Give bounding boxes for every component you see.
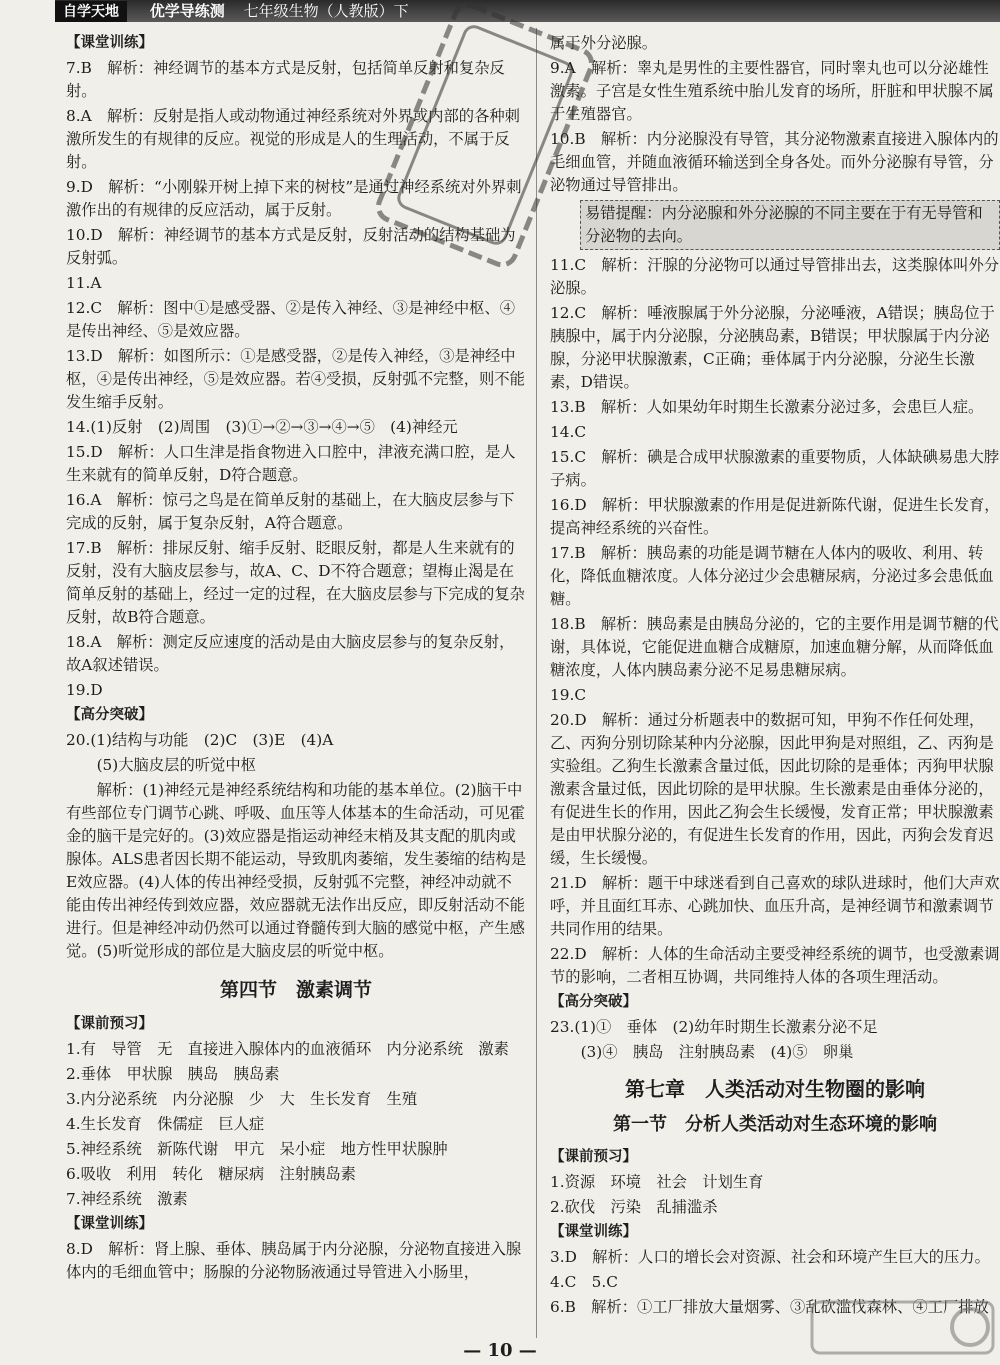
answer-item: 21.D 解析：题干中球迷看到自己喜欢的球队进球时，他们大声欢呼，并且面红耳赤、心跳加快、血压升高，是神经调节和激素调节共同作用的结果。 [550, 874, 1000, 938]
answer-item: 16.A 解析：惊弓之鸟是在简单反射的基础上，在大脑皮层参与下完成的反射，属于复杂反射，A符合题意。 [66, 491, 515, 532]
answer-item: 16.D 解析：甲状腺激素的作用是促进新陈代谢，促进生长发育，提高神经系统的兴奋性。 [550, 496, 1000, 537]
answer-item: 属于外分泌腺。 [550, 34, 658, 52]
answer-item: 11.C 解析：汗腺的分泌物可以通过导管排出去，这类腺体叫外分泌腺。 [550, 256, 1000, 297]
answer-item: 7.B 解析：神经调节的基本方式是反射，包括简单反射和复杂反射。 [66, 59, 505, 100]
page-header [55, 0, 1000, 22]
section-heading: 第四节 激素调节 [219, 979, 372, 1001]
answer-item: 12.C 解析：唾液腺属于外分泌腺，分泌唾液，A错误；胰岛位于胰腺中，属于内分泌腺，分泌胰岛素，B错误；甲状腺属于内分泌腺，分泌甲状腺激素，C正确；垂体属于内分泌腺，分泌生长激素，D错误。 [550, 304, 995, 391]
answer-item: 15.D 解析：人口生津是指食物进入口腔中，津液充满口腔，是人生来就有的简单反射，D符合题意。 [66, 443, 516, 484]
answer-item: 4.C 5.C [550, 1273, 618, 1291]
answer-item: 20.(1)结构与功能 (2)C (3)E (4)A [66, 731, 334, 749]
answer-item: 22.D 解析：人体的生命活动主要受神经系统的调节，也受激素调节的影响，二者相互协调，共同维持人体的各项生理活动。 [550, 945, 1000, 986]
answer-item: 1.资源 环境 社会 计划生育 [550, 1173, 764, 1191]
answer-item: 11.A [66, 274, 102, 292]
section-heading: 第一节 分析人类活动对生态环境的影响 [613, 1114, 937, 1135]
answer-item: 12.C 解析：图中①是感受器、②是传入神经、③是神经中枢、④是传出神经、⑤是效应器。 [66, 299, 516, 340]
answer-item: 1.有 导管 无 直接进入腺体内的血液循环 内分泌系统 激素 [66, 1040, 509, 1058]
section-label: 【课堂训练】 [550, 1224, 637, 1240]
section-label: 【课堂训练】 [66, 35, 153, 51]
answer-item: (3)④ 胰岛 注射胰岛素 (4)⑤ 卵巢 [550, 1043, 854, 1061]
answer-item: 解析：(1)神经元是神经系统结构和功能的基本单位。(2)脑干中有些部位专门调节心跳、呼吸、血压等人体基本的生命活动，可见霍金的脑干是完好的。(3)效应器是指运动神经末梢及其支配的肌肉或腺体。ALS患者因长期不能运动，导致肌肉萎缩，发生萎缩的结构是E效应器。(4)人体的传出神经受损，反射弧不完整，神经冲动就不能由传出神经传到效应器，效应器就无法作出反应，即反射活动不能进行。但是神经冲动仍然可以通过脊髓传到大脑的感觉中枢，产生感觉。(5)听觉形成的部位是大脑皮层的听觉中枢。 [66, 781, 526, 960]
answer-item: 10.B 解析：内分泌腺没有导管，其分泌物激素直接进入腺体内的毛细血管，并随血液循环输送到全身各处。而外分泌腺有导管，分泌物通过导管排出。 [550, 130, 999, 194]
answer-item: 14.C [550, 423, 587, 441]
left-column [66, 32, 526, 1286]
answer-item: 10.D 解析：神经调节的基本方式是反射，反射活动的结构基础为反射弧。 [66, 226, 516, 267]
answer-item: 9.A 解析：睾丸是男性的主要性器官，同时睾丸也可以分泌雄性激素。子宫是女性生殖系统中胎儿发育的场所，肝脏和甲状腺不属于生殖器官。 [550, 59, 994, 123]
answer-item: 8.D 解析：肾上腺、垂体、胰岛属于内分泌腺，分泌物直接进入腺体内的毛细血管中；肠腺的分泌物肠液通过导管进入小肠里， [66, 1240, 522, 1281]
answer-item: 20.D 解析：通过分析题表中的数据可知，甲狗不作任何处理，乙、丙狗分别切除某种内分泌腺，因此甲狗是对照组，乙、丙狗是实验组。乙狗生长激素含量过低，因此切除的是垂体；丙狗甲状腺激素含量过低，因此切除的是甲状腺。生长激素是由垂体分泌的，有促进生长的作用，因此乙狗会生长缓慢，发育正常；甲状腺激素是由甲状腺分泌的，有促进生长发育的作用，因此，丙狗会发育迟缓，生长缓慢。 [550, 711, 994, 867]
answer-item: 7.神经系统 激素 [66, 1190, 188, 1208]
chapter-heading: 第七章 人类活动对生物圈的影响 [625, 1077, 925, 1101]
answer-item: 4.生长发育 侏儒症 巨人症 [66, 1115, 265, 1133]
right-column [550, 32, 1000, 1321]
answer-item: 23.(1)① 垂体 (2)幼年时期生长激素分泌不足 [550, 1018, 878, 1036]
answer-item: 8.A 解析：反射是指人或动物通过神经系统对外界或内部的各种刺激所发生的有规律的反应。视觉的形成是人的生理活动，不属于反射。 [66, 107, 520, 171]
section-label: 【高分突破】 [66, 707, 153, 723]
answer-item: 6.B 解析：①工厂排放大量烟雾、③乱砍滥伐森林、④工厂排放 [550, 1298, 989, 1316]
series-logo: 自学天地 [55, 1, 127, 22]
answer-item: 19.D [66, 681, 103, 699]
answer-item: 9.D 解析：“小刚躲开树上掉下来的树枝”是通过神经系统对外界刺激作出的有规律的反应活动，属于反射。 [66, 178, 522, 219]
answer-item: 3.内分泌系统 内分泌腺 少 大 生长发育 生殖 [66, 1090, 418, 1108]
answer-item: 17.B 解析：排尿反射、缩手反射、眨眼反射，都是人生来就有的反射，没有大脑皮层参与，故A、C、D不符合题意；望梅止渴是在简单反射的基础上，经过一定的过程，在大脑皮层参与下完成的复杂反射，故B符合题意。 [66, 539, 525, 626]
answer-item: 14.(1)反射 (2)周围 (3)①→②→③→④→⑤ (4)神经元 [66, 418, 458, 436]
book-title: 优学导练测 [149, 2, 225, 20]
section-label: 【课前预习】 [66, 1016, 153, 1032]
section-label: 【课堂训练】 [66, 1216, 153, 1232]
section-label: 【课前预习】 [550, 1149, 637, 1165]
answer-item: 13.B 解析：人如果幼年时期生长激素分泌过多，会患巨人症。 [550, 398, 984, 416]
page-number: — 10 — [463, 1340, 537, 1361]
answer-item: 13.D 解析：如图所示：①是感受器，②是传入神经，③是神经中枢，④是传出神经，⑤是效应器。若④受损，反射弧不完整，则不能发生缩手反射。 [66, 347, 525, 411]
answer-item: 2.砍伐 污染 乱捕滥杀 [550, 1198, 718, 1216]
book-subtitle: 七年级生物（人教版）下 [243, 2, 409, 20]
answer-item: 15.C 解析：碘是合成甲状腺激素的重要物质，人体缺碘易患大脖子病。 [550, 448, 1000, 489]
answer-item: 18.B 解析：胰岛素是由胰岛分泌的，它的主要作用是调节糖的代谢，具体说，它能促进血糖合成糖原，加速血糖分解，从而降低血糖浓度，人体内胰岛素分泌不足易患糖尿病。 [550, 615, 999, 679]
answer-item: 3.D 解析：人口的增长会对资源、社会和环境产生巨大的压力。 [550, 1248, 990, 1266]
answer-item: 2.垂体 甲状腺 胰岛 胰岛素 [66, 1065, 280, 1083]
answer-item: 6.吸收 利用 转化 糖尿病 注射胰岛素 [66, 1165, 356, 1183]
answer-item: 5.神经系统 新陈代谢 甲亢 呆小症 地方性甲状腺肿 [66, 1140, 448, 1158]
section-label: 【高分突破】 [550, 994, 637, 1010]
column-divider [536, 28, 537, 1338]
answer-item: 19.C [550, 686, 587, 704]
error-tip-box: 易错提醒：内分泌腺和外分泌腺的不同主要在于有无导管和分泌物的去向。 [580, 200, 1000, 250]
answer-item: (5)大脑皮层的听觉中枢 [66, 756, 256, 774]
answer-item: 17.B 解析：胰岛素的功能是调节糖在人体内的吸收、利用、转化，降低血糖浓度。人体分泌过少会患糖尿病，分泌过多会患低血糖。 [550, 544, 994, 608]
answer-item: 18.A 解析：测定反应速度的活动是由大脑皮层参与的复杂反射，故A叙述错误。 [66, 633, 515, 674]
